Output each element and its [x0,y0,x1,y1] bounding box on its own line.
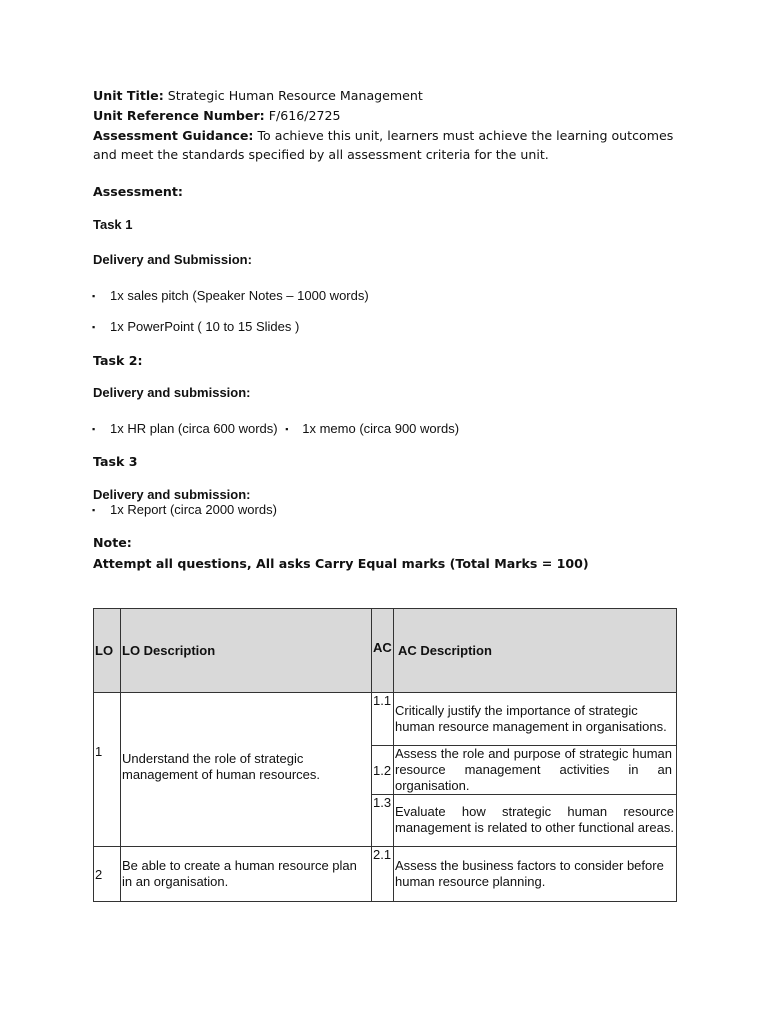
guidance-line-1 [93,128,673,143]
ac-1-3-description: Evaluate how strategic human resource management is related to other functional areas. [395,804,674,835]
unit-ref-label: Unit Reference Number: [93,108,265,123]
note-text: Attempt all questions, All asks Carry Equal marks (Total Marks = 100) [93,556,589,571]
ac-2-1-cell [372,847,394,902]
guidance-text-1: To achieve this unit, learners must achieve the learning outcomes [257,128,674,143]
task2-items [92,421,459,436]
ac-1-2-cell [372,746,394,795]
header-ac-description: AC Description [394,609,677,693]
unit-title-label: Unit Title: [93,88,164,103]
guidance-label: Assessment Guidance: [93,128,254,143]
table-row [94,693,677,746]
lo1-number-cell [94,693,121,847]
task1-title: Task 1 [93,217,133,232]
unit-ref-line [93,108,341,123]
ac-2-1-desc-cell [394,847,677,902]
task1-item-2 [92,319,299,334]
unit-ref-value: F/616/2725 [268,108,341,123]
ac-1-1-cell [372,693,394,746]
task1-item-1-text: 1x sales pitch (Speaker Notes – 1000 words) [110,288,369,303]
task1-item-2-text: 1x PowerPoint ( 10 to 15 Slides ) [110,319,300,334]
task3-item [92,502,277,517]
task2-delivery-heading: Delivery and submission: [93,385,251,400]
guidance-line-2: and meet the standards specified by all assessment criteria for the unit. [93,147,549,162]
ac-1-1-desc-cell [394,693,677,746]
ac-1-3-cell [372,795,394,847]
ac-2-1-description: Assess the business factors to consider before human resource planning. [395,858,664,889]
task2-item-b: 1x memo (circa 900 words) [302,421,460,436]
ac-2-1: 2.1 [373,847,392,862]
ac-1-3-desc-cell [394,795,677,847]
lo1-description: Understand the role of strategic management of human resources. [122,750,320,782]
header-ac: AC [372,609,394,693]
header-lo: LO [94,609,121,693]
ac-1-2: 1.2 [373,762,392,778]
ac-1-2-description: Assess the role and purpose of strategic human resource management activities in an organisation. [395,746,672,793]
lo1-number: 1 [95,744,103,759]
lo2-description-cell [121,847,372,902]
table-row [94,847,677,902]
bullet-icon: ▪ [92,291,96,301]
header-lo-description: LO Description [121,609,372,693]
task3-delivery-heading: Delivery and submission: [93,487,251,502]
assessment-heading: Assessment: [93,184,183,199]
task3-title: Task 3 [93,454,138,469]
unit-title-line [93,88,423,103]
bullet-icon: ▪ [92,424,96,434]
task1-delivery-heading: Delivery and Submission: [93,252,252,267]
lo2-number-cell [94,847,121,902]
bullet-icon: ▪ [92,322,96,332]
ac-1-3: 1.3 [373,795,392,810]
lo2-number: 2 [95,866,103,882]
lo1-description-cell [121,693,372,847]
unit-title-value: Strategic Human Resource Management [167,88,423,103]
task2-item-a: 1x HR plan (circa 600 words) [110,421,278,436]
lo2-description: Be able to create a human resource plan in an organisation. [122,858,357,889]
ac-1-1: 1.1 [373,693,392,708]
task1-item-1 [92,288,369,303]
bullet-icon: ▪ [285,424,289,434]
task2-title: Task 2: [93,353,143,368]
task3-item-text: 1x Report (circa 2000 words) [110,502,277,517]
learning-outcomes-table [93,608,677,902]
bullet-icon: ▪ [92,505,96,515]
ac-1-2-desc-cell [394,746,677,795]
ac-1-1-description: Critically justify the importance of strategic human resource management in organisations. [395,703,667,734]
table-header-row [94,609,677,693]
note-heading: Note: [93,535,132,550]
